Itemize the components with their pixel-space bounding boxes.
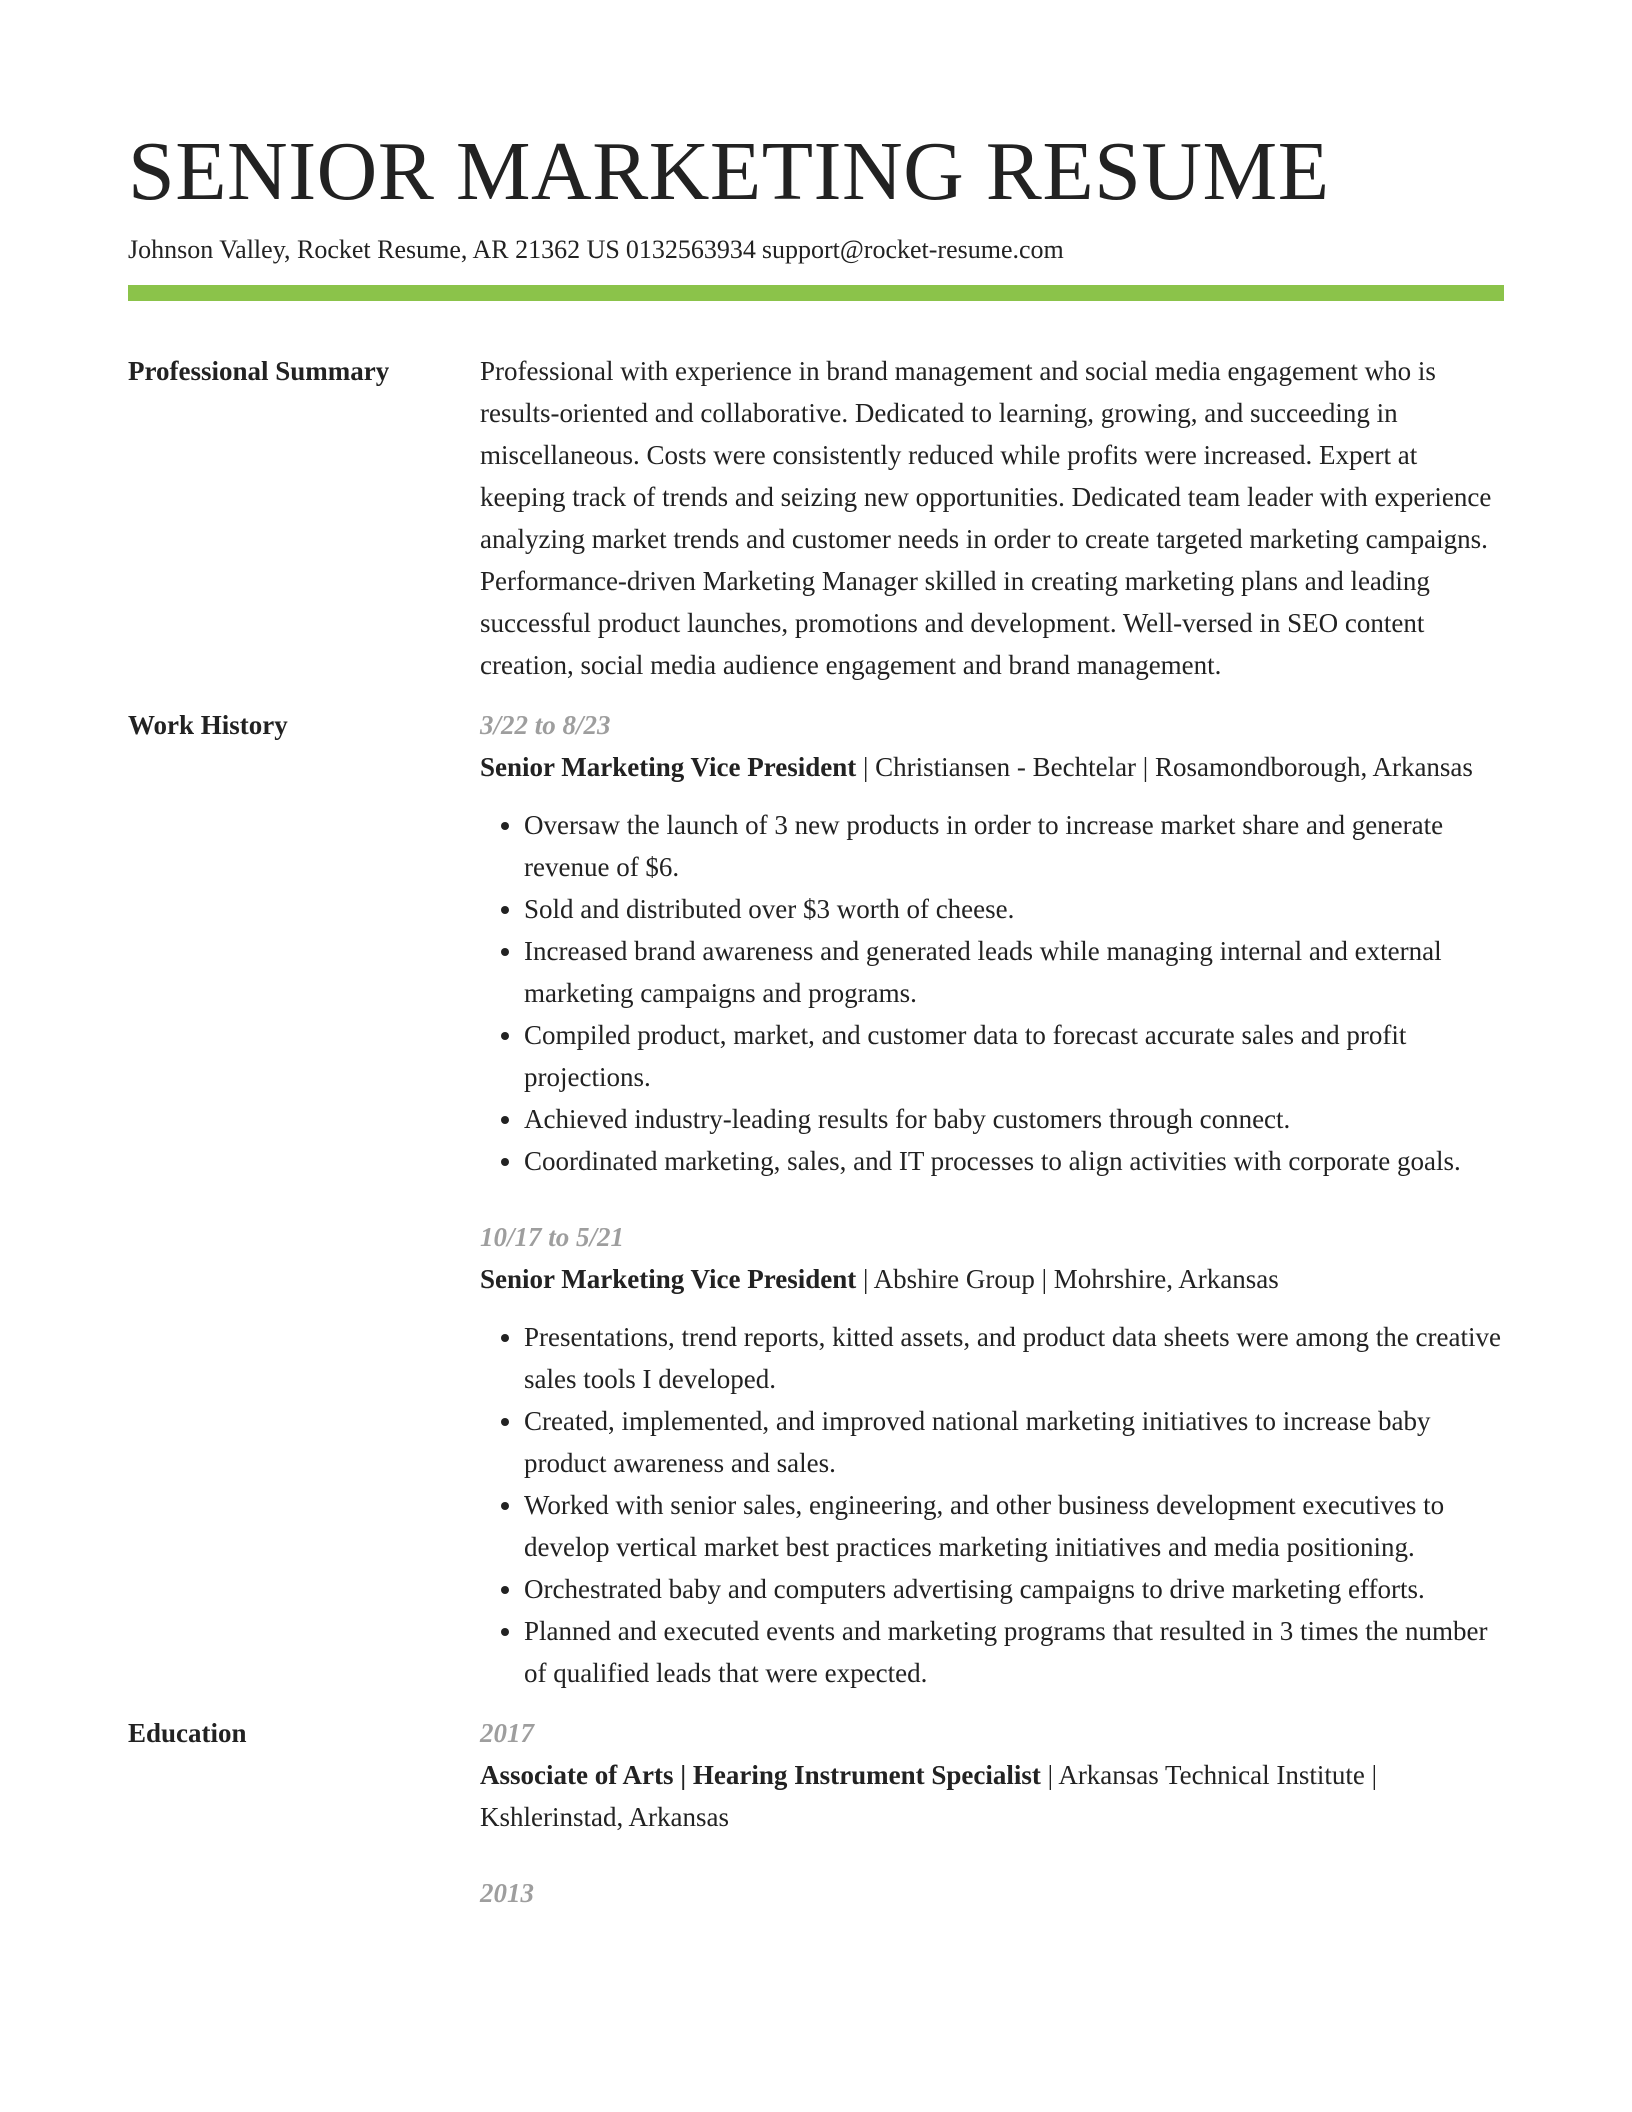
job-title: Senior Marketing Vice President [480, 1264, 857, 1294]
contact-line [128, 232, 1064, 268]
education-date: 2017 [480, 1718, 534, 1748]
degree-title: Associate of Arts | Hearing Instrument Specialist [480, 1760, 1041, 1790]
job-date: 3/22 to 8/23 [480, 710, 611, 740]
resume-title: SENIOR MARKETING RESUME [128, 125, 1330, 218]
job-bullets [480, 804, 1504, 1182]
section-heading-summary: Professional Summary [128, 356, 390, 386]
section-heading-work: Work History [128, 710, 288, 740]
job-title: Senior Marketing Vice President [480, 752, 857, 782]
job-bullet: • Achieved industry-leading results for baby customers through connect. [524, 1098, 1504, 1140]
section-professional-summary [128, 350, 1504, 686]
section-heading-education: Education [128, 1718, 247, 1748]
job-details: | Christiansen - Bechtelar | Rosamondborough, Arkansas [856, 752, 1473, 782]
education-date: 2013 [480, 1878, 534, 1908]
education-entry [480, 1872, 1504, 1914]
job-role-line [480, 746, 1504, 788]
work-body [480, 704, 1504, 1712]
resume-sections [128, 350, 1504, 1932]
summary-text: Professional with experience in brand management and social media engagement who is results-oriented and collaborative. Dedicated to learning, growing, and succeeding in miscellaneous. Costs were consistently reduced while profits were increased. Expert at keeping track of trends and seizing new opportunities. Dedicated team leader with experience analyzing market trends and customer needs in order to create targeted marketing campaigns. Performance-driven Marketing Manager skilled in creating marketing plans and leading successful product launches, promotions and development. Well-versed in SEO content creation, social media audience engagement and brand management. [480, 356, 1492, 680]
job-bullet: • Sold and distributed over $3 worth of cheese. [524, 888, 1504, 930]
address: Johnson Valley, Rocket Resume, AR 21362 US [128, 235, 620, 264]
education-line [480, 1754, 1504, 1838]
job-details: | Abshire Group | Mohrshire, Arkansas [856, 1264, 1279, 1294]
job-bullet: • Planned and executed events and marketing programs that resulted in 3 times the number of qualified leads that were expected. [524, 1610, 1504, 1694]
job-bullet: • Orchestrated baby and computers advertising campaigns to drive marketing efforts. [524, 1568, 1504, 1610]
job-bullet: • Increased brand awareness and generated leads while managing internal and external marketing campaigns and programs. [524, 930, 1504, 1014]
job-role-line [480, 1258, 1504, 1300]
accent-divider [128, 285, 1504, 301]
education-details: | Arkansas Technical Institute | Kshlerinstad, Arkansas [480, 1760, 1377, 1832]
job-entry [480, 1216, 1504, 1694]
summary-body [480, 350, 1504, 686]
email: support@rocket-resume.com [761, 235, 1064, 264]
job-bullet: • Created, implemented, and improved national marketing initiatives to increase baby product awareness and sales. [524, 1400, 1504, 1484]
job-date: 10/17 to 5/21 [480, 1222, 625, 1252]
job-bullet: • Compiled product, market, and customer data to forecast accurate sales and profit projections. [524, 1014, 1504, 1098]
education-body [480, 1712, 1504, 1932]
job-entry [480, 704, 1504, 1182]
phone: 0132563934 [625, 235, 756, 264]
job-bullet: • Presentations, trend reports, kitted assets, and product data sheets were among the creative sales tools I developed. [524, 1316, 1504, 1400]
job-bullets [480, 1316, 1504, 1694]
section-education [128, 1712, 1504, 1932]
education-entry [480, 1712, 1504, 1838]
job-bullet: • Worked with senior sales, engineering, and other business development executives to develop vertical market best practices marketing initiatives and media positioning. [524, 1484, 1504, 1568]
job-bullet: • Oversaw the launch of 3 new products in order to increase market share and generate revenue of $6. [524, 804, 1504, 888]
job-bullet: • Coordinated marketing, sales, and IT processes to align activities with corporate goals. [524, 1140, 1504, 1182]
section-work-history [128, 704, 1504, 1712]
